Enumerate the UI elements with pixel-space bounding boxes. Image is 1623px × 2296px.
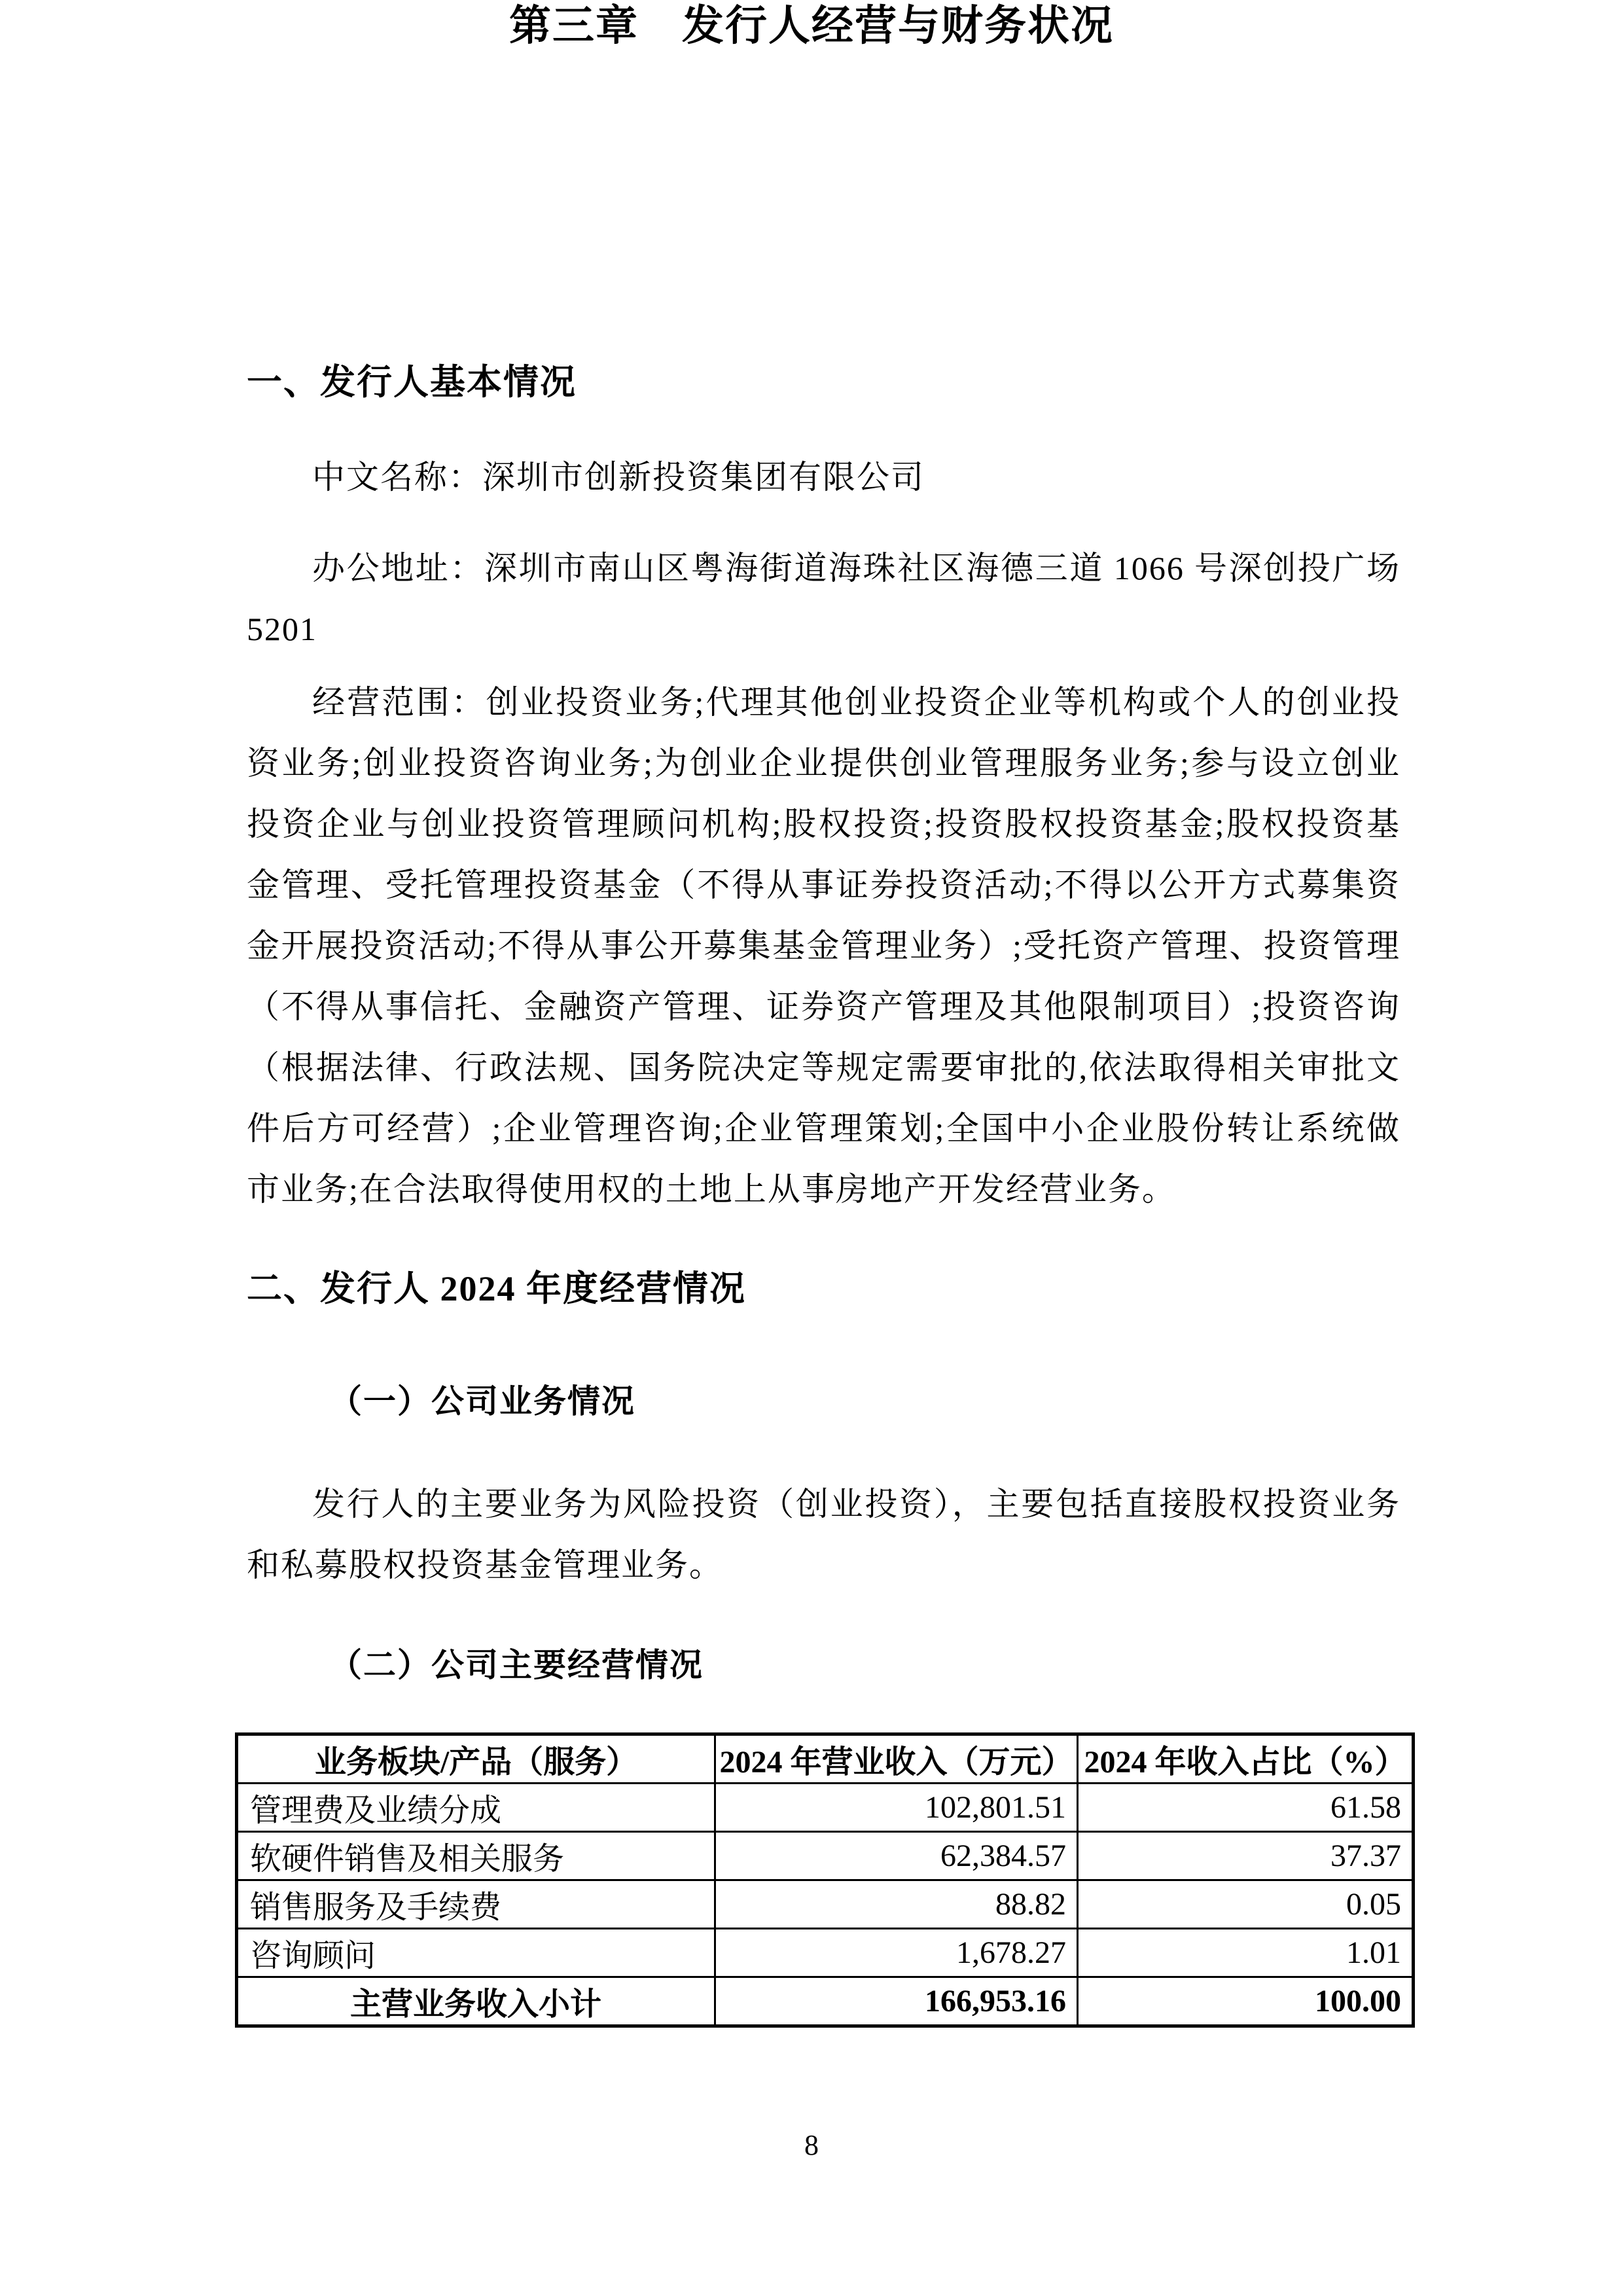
table-total-cell-revenue: 166,953.16: [715, 1977, 1078, 2026]
table-cell-share: 37.37: [1078, 1832, 1414, 1880]
table-total-cell-share: 100.00: [1078, 1977, 1414, 2026]
section-heading-2024-operation: 二、发行人 2024 年度经营情况: [247, 1269, 746, 1308]
table-cell-segment: 销售服务及手续费: [237, 1880, 715, 1929]
revenue-table-body: [237, 1784, 1414, 2026]
table-row: [237, 1929, 1414, 1977]
table-total-cell-label: 主营业务收入小计: [237, 1977, 715, 2026]
revenue-table: [235, 1732, 1415, 2028]
table-cell-segment: 咨询顾问: [237, 1929, 715, 1977]
table-header-cell-revenue: 2024 年营业收入（万元）: [715, 1734, 1078, 1784]
chapter-title: 第三章 发行人经营与财务状况: [509, 3, 1114, 49]
table-total-row: [237, 1977, 1414, 2026]
section-heading-basic-info: 一、发行人基本情况: [247, 363, 577, 402]
subsection-heading-main-operation: （二）公司主要经营情况: [329, 1647, 704, 1683]
table-header-cell-share: 2024 年收入占比（%）: [1078, 1734, 1414, 1784]
table-cell-segment: 管理费及业绩分成: [237, 1784, 715, 1832]
table-row: [237, 1784, 1414, 1832]
paragraph-office-address: 办公地址：深圳市南山区粤海街道海珠社区海德三道 1066 号深创投广场 5201: [247, 550, 1400, 647]
paragraph-business-scope: 经营范围：创业投资业务;代理其他创业投资企业等机构或个人的创业投资业务;创业投资咨询业务;为创业企业提供创业管理服务业务;参与设立创业投资企业与创业投资管理顾问机构;股权投资;投资股权投资基金;股权投资基金管理、受托管理投资基金（不得从事证券投资活动;不得以公开方式募集资金开展投资活动;不得从事公开募集基金管理业务）;受托资产管理、投资管理（不得从事信托、金融资产管理、证券资产管理及其他限制项目）;投资咨询（根据法律、行政法规、国务院决定等规定需要审批的,依法取得相关审批文件后方可经营）;企业管理咨询;企业管理策划;全国中小企业股份转让系统做市业务;在合法取得使用权的土地上从事房地产开发经营业务。: [247, 684, 1400, 1208]
table-header-row: [237, 1734, 1414, 1784]
table-cell-revenue: 88.82: [715, 1880, 1078, 1929]
subsection-heading-company-business: （一）公司业务情况: [329, 1383, 635, 1420]
revenue-table-header: [237, 1734, 1414, 1784]
table-cell-share: 1.01: [1078, 1929, 1414, 1977]
table-cell-revenue: 62,384.57: [715, 1832, 1078, 1880]
paragraph-chinese-name: 中文名称：深圳市创新投资集团有限公司: [312, 459, 925, 495]
page-number: 8: [804, 2129, 819, 2161]
table-cell-share: 61.58: [1078, 1784, 1414, 1832]
paragraph-main-business: 发行人的主要业务为风险投资（创业投资），主要包括直接股权投资业务和私募股权投资基金管理业务。: [247, 1486, 1400, 1583]
table-row: [237, 1832, 1414, 1880]
table-cell-revenue: 1,678.27: [715, 1929, 1078, 1977]
table-cell-segment: 软硬件销售及相关服务: [237, 1832, 715, 1880]
table-row: [237, 1880, 1414, 1929]
table-cell-revenue: 102,801.51: [715, 1784, 1078, 1832]
table-header-cell-segment: 业务板块/产品（服务）: [237, 1734, 715, 1784]
table-cell-share: 0.05: [1078, 1880, 1414, 1929]
